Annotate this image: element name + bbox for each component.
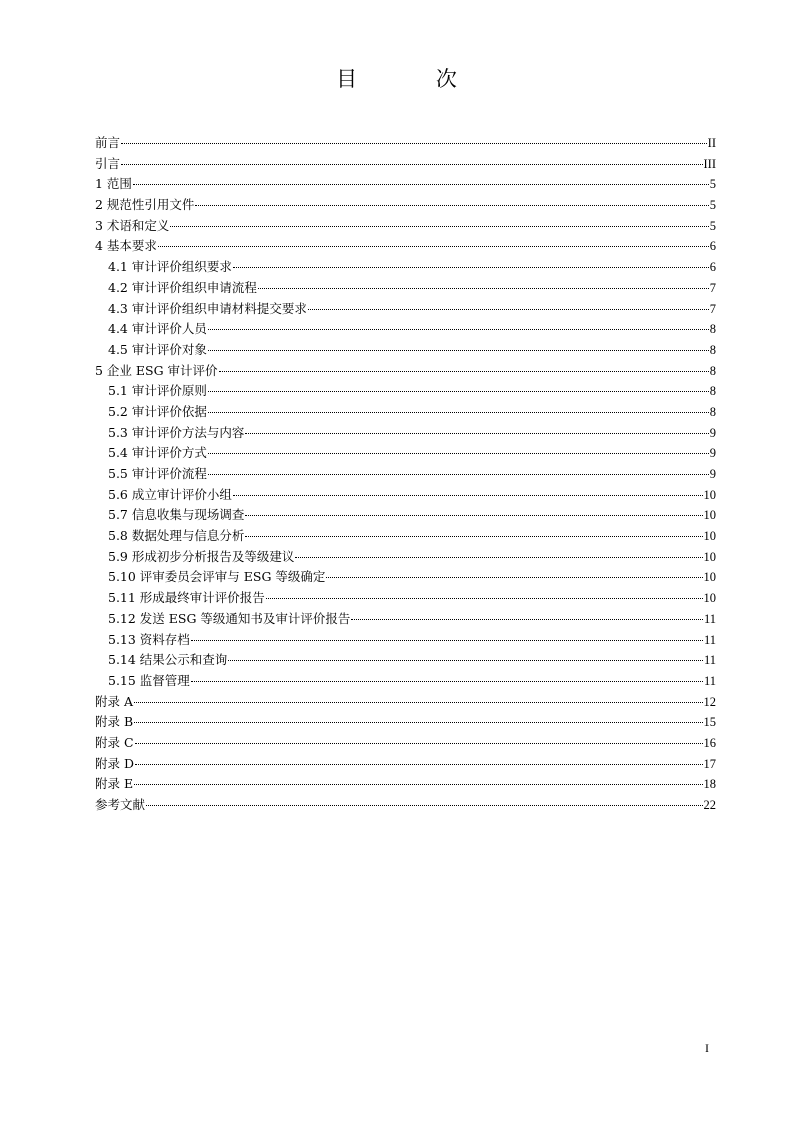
toc-entry-page: 10 (703, 529, 716, 544)
toc-dot-leader (121, 163, 702, 165)
toc-entry-label: 4.3 审计评价组织申请材料提交要求 (108, 300, 307, 316)
toc-dot-leader (134, 721, 702, 723)
toc-dot-leader (170, 225, 708, 227)
toc-entry[interactable] (95, 299, 716, 320)
toc-entry-label: 5.10 评审委员会评审与 ESG 等级确定 (108, 569, 326, 585)
toc-entry-page: 11 (703, 673, 716, 688)
toc-entry-label: 5.2 审计评价依据 (108, 403, 207, 419)
toc-entry-page: 10 (703, 549, 716, 564)
toc-entry[interactable] (95, 526, 716, 547)
toc-dot-leader (195, 204, 708, 206)
toc-entry[interactable] (95, 423, 716, 444)
toc-dot-leader (135, 763, 703, 765)
toc-entry[interactable] (95, 588, 716, 609)
toc-entry-page: 6 (709, 239, 716, 254)
toc-dot-leader (191, 639, 703, 641)
toc-entry[interactable] (95, 650, 716, 671)
toc-entry-page: 9 (709, 425, 716, 440)
toc-dot-leader (228, 659, 703, 661)
toc-entry[interactable] (95, 174, 716, 195)
toc-entry-label: 1 范围 (95, 176, 132, 192)
toc-entry-label: 3 术语和定义 (95, 217, 170, 233)
toc-entry[interactable] (95, 754, 716, 775)
toc-entry-page: 8 (709, 322, 716, 337)
toc-entry-page: 7 (709, 280, 716, 295)
toc-dot-leader (208, 349, 709, 351)
toc-dot-leader (208, 411, 709, 413)
toc-entry[interactable] (95, 733, 716, 754)
toc-dot-leader (219, 370, 709, 372)
toc-entry-page: 8 (709, 342, 716, 357)
toc-entry[interactable] (95, 505, 716, 526)
toc-entry[interactable] (95, 567, 716, 588)
toc-dot-leader (351, 618, 703, 620)
toc-entry-label: 5.12 发送 ESG 等级通知书及审计评价报告 (108, 610, 351, 626)
toc-entry-label: 5.6 成立审计评价小组 (108, 486, 232, 502)
toc-entry-page: 9 (709, 467, 716, 481)
toc-dot-leader (308, 308, 709, 310)
toc-entry-page: 6 (709, 260, 716, 275)
toc-entry[interactable] (95, 485, 716, 506)
toc-dot-leader (135, 742, 703, 744)
toc-dot-leader (134, 783, 702, 785)
toc-entry[interactable] (95, 774, 716, 795)
toc-entry[interactable] (95, 671, 716, 692)
toc-entry-page: 5 (709, 198, 716, 213)
toc-entry[interactable] (95, 319, 716, 340)
toc-entry-label: 5.8 数据处理与信息分析 (108, 528, 245, 544)
toc-entry[interactable] (95, 443, 716, 464)
toc-entry-page: 10 (703, 591, 716, 606)
toc-dot-leader (233, 494, 703, 496)
toc-entry[interactable] (95, 154, 716, 175)
toc-dot-leader (245, 514, 702, 516)
page-number: I (705, 1041, 709, 1055)
toc-entry-label: 附录 E (95, 776, 134, 792)
toc-entry-label: 附录 C (95, 734, 134, 750)
toc-entry-page: III (703, 156, 716, 171)
toc-entry[interactable] (95, 609, 716, 630)
toc-entry[interactable] (95, 340, 716, 361)
toc-entry-label: 5.11 形成最终审计评价报告 (108, 590, 265, 606)
toc-entry-page: 16 (703, 735, 716, 750)
toc-dot-leader (245, 432, 708, 434)
toc-dot-leader (208, 452, 709, 454)
toc-dot-leader (158, 245, 709, 247)
toc-entry-page: 5 (709, 177, 716, 192)
toc-entry-page: 12 (703, 694, 716, 709)
toc-entry-page: 22 (703, 798, 716, 812)
toc-dot-leader (208, 390, 709, 392)
toc-entry-label: 5.3 审计评价方法与内容 (108, 424, 245, 440)
toc-entry-label: 前言 (95, 135, 121, 150)
page-title: 目 次 (336, 67, 493, 91)
toc-dot-leader (208, 473, 709, 475)
toc-entry-page: 11 (703, 632, 716, 647)
toc-entry[interactable] (95, 236, 716, 257)
toc-entry-page: 15 (703, 715, 716, 730)
toc-entry-label: 4.5 审计评价对象 (108, 341, 207, 357)
toc-dot-leader (258, 287, 709, 289)
toc-entry-label: 5.7 信息收集与现场调查 (108, 507, 245, 523)
toc-entry-label: 引言 (95, 155, 121, 171)
toc-entry[interactable] (95, 381, 716, 402)
toc-dot-leader (146, 804, 702, 806)
toc-entry[interactable] (95, 133, 716, 154)
toc-entry-label: 4.2 审计评价组织申请流程 (108, 279, 257, 295)
toc-entry[interactable] (95, 257, 716, 278)
toc-entry[interactable] (95, 402, 716, 423)
toc-entry[interactable] (95, 361, 716, 382)
toc-entry-page: 11 (703, 611, 716, 626)
toc-entry-page: 8 (709, 363, 716, 378)
toc-entry-label: 附录 A (95, 693, 134, 709)
toc-entry-page: 10 (703, 487, 716, 502)
toc-entry-label: 5.9 形成初步分析报告及等级建议 (108, 548, 295, 564)
toc-entry-page: 7 (709, 301, 716, 316)
toc-dot-leader (295, 556, 702, 558)
toc-entry-page: 8 (709, 404, 716, 419)
toc-entry-label: 2 规范性引用文件 (95, 197, 195, 213)
toc-entry[interactable] (95, 278, 716, 299)
toc-entry[interactable] (95, 692, 716, 713)
toc-entry[interactable] (95, 547, 716, 568)
toc-dot-leader (245, 535, 702, 537)
toc-entry-page: II (707, 136, 716, 150)
toc-entry-label: 4.4 审计评价人员 (108, 321, 207, 337)
toc-entry-label: 参考文献 (95, 797, 146, 812)
toc-entry-label: 附录 B (95, 714, 134, 730)
table-of-contents (95, 133, 716, 816)
toc-entry[interactable] (95, 712, 716, 733)
toc-dot-leader (326, 576, 702, 578)
toc-entry-label: 5 企业 ESG 审计评价 (95, 362, 218, 378)
toc-entry-page: 18 (703, 777, 716, 792)
toc-entry[interactable] (95, 464, 716, 485)
toc-entry-page: 8 (709, 384, 716, 399)
toc-entry-page: 10 (703, 570, 716, 585)
toc-dot-leader (134, 701, 702, 703)
toc-entry-label: 5.14 结果公示和查询 (108, 652, 228, 668)
toc-entry-label: 附录 D (95, 755, 134, 771)
toc-entry-label: 5.1 审计评价原则 (108, 383, 207, 399)
toc-entry[interactable] (95, 216, 716, 237)
toc-dot-leader (233, 266, 709, 268)
toc-dot-leader (121, 142, 707, 144)
toc-entry[interactable] (95, 195, 716, 216)
toc-entry-label: 4 基本要求 (95, 238, 157, 254)
toc-entry-page: 9 (709, 446, 716, 461)
toc-entry-label: 5.13 资料存档 (108, 631, 190, 647)
toc-dot-leader (133, 183, 709, 185)
toc-entry-page: 5 (709, 218, 716, 233)
toc-entry[interactable] (95, 630, 716, 651)
toc-entry-label: 5.4 审计评价方式 (108, 445, 207, 461)
toc-entry-page: 11 (703, 653, 716, 668)
toc-entry-label: 5.15 监督管理 (108, 672, 190, 688)
toc-dot-leader (191, 680, 703, 682)
toc-entry[interactable] (95, 795, 716, 816)
toc-entry-label: 4.1 审计评价组织要求 (108, 259, 232, 275)
toc-entry-page: 17 (703, 756, 716, 771)
toc-entry-page: 10 (703, 508, 716, 523)
toc-entry-label: 5.5 审计评价流程 (108, 466, 207, 481)
toc-dot-leader (266, 597, 703, 599)
toc-dot-leader (208, 328, 709, 330)
